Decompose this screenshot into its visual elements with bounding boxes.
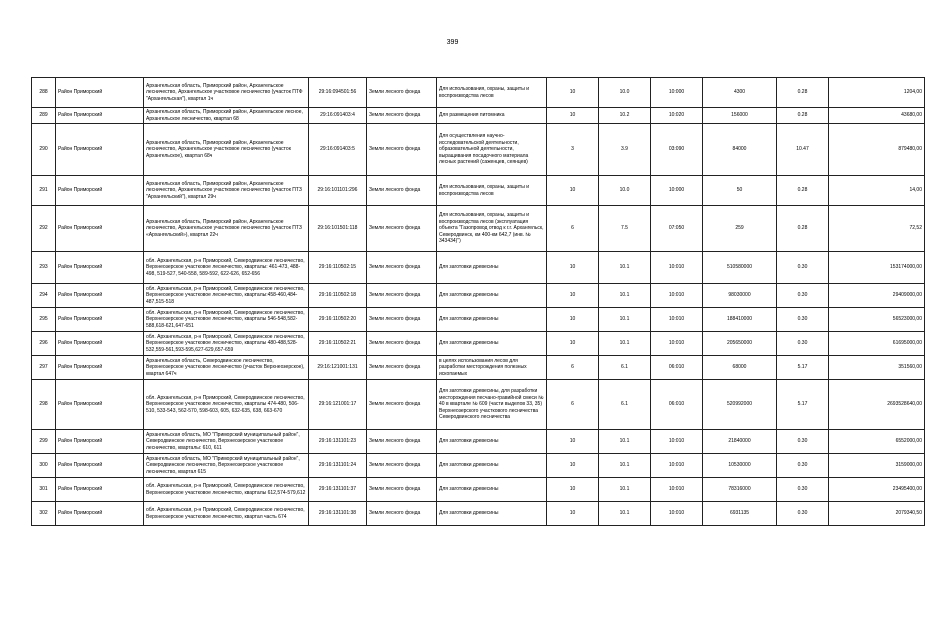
land-category-cell: Земли лесного фонда (367, 332, 437, 356)
use-subgroup-cell: 10.1 (599, 252, 651, 284)
cadastral-number-cell: 29:16:110502:20 (309, 308, 367, 332)
district-cell: Район Приморский (56, 252, 144, 284)
district-cell: Район Приморский (56, 176, 144, 206)
cadastral-number-cell: 29:16:131101:37 (309, 478, 367, 502)
area-cell: 259 (703, 206, 777, 252)
cadastral-number-cell: 29:16:121001:131 (309, 356, 367, 380)
rate-cell: 0.28 (777, 206, 829, 252)
rate-cell: 10.47 (777, 124, 829, 176)
area-cell: 156000 (703, 108, 777, 124)
use-code-cell: 10:010 (651, 284, 703, 308)
area-cell: 21840000 (703, 430, 777, 454)
address-cell: Архангельская область, МО "Приморский муниципальный район", Северодвинское лесничество, Верхнеозерское участковое лесничество, кварталы: 610, 611 (144, 430, 309, 454)
use-code-cell: 10:010 (651, 430, 703, 454)
address-cell: Архангельская область, Приморский район, Архангельское лесничество, Архангельское участковое лесничество (участок Архангельское), квартал 68ч (144, 124, 309, 176)
use-code-cell: 06:010 (651, 380, 703, 430)
use-code-cell: 10:010 (651, 308, 703, 332)
rate-cell: 5.17 (777, 380, 829, 430)
address-cell: Архангельская область, Северодвинское лесничество, Верхнеозерское участковое лесничество (участок Верхнеозерское), квартал 647ч (144, 356, 309, 380)
table-row (32, 124, 925, 176)
district-cell: Район Приморский (56, 284, 144, 308)
table-row (32, 454, 925, 478)
use-code-cell: 10:000 (651, 78, 703, 108)
use-group-cell: 10 (547, 430, 599, 454)
area-cell: 510580000 (703, 252, 777, 284)
table-row (32, 380, 925, 430)
row-number-cell: 297 (32, 356, 56, 380)
land-category-cell: Земли лесного фонда (367, 502, 437, 526)
use-subgroup-cell: 10.1 (599, 284, 651, 308)
cadastral-number-cell: 29:16:110502:21 (309, 332, 367, 356)
use-group-cell: 6 (547, 380, 599, 430)
cadastral-value-cell: 61695000,00 (829, 332, 925, 356)
use-group-cell: 10 (547, 332, 599, 356)
row-number-cell: 296 (32, 332, 56, 356)
row-number-cell: 301 (32, 478, 56, 502)
use-group-cell: 6 (547, 356, 599, 380)
cadastral-value-cell: 43680,00 (829, 108, 925, 124)
cadastral-value-cell: 6552000,00 (829, 430, 925, 454)
permitted-use-cell: Для размещения питомника (437, 108, 547, 124)
permitted-use-cell: Для осуществления научно-исследовательской деятельности, образовательной деятельности, выращивания посадочного материала лесных растений (саженцев, сеянцев) (437, 124, 547, 176)
land-category-cell: Земли лесного фонда (367, 252, 437, 284)
use-code-cell: 10:010 (651, 502, 703, 526)
row-number-cell: 290 (32, 124, 56, 176)
area-cell: 50 (703, 176, 777, 206)
permitted-use-cell: Для заготовки древесины (437, 332, 547, 356)
use-group-cell: 10 (547, 454, 599, 478)
district-cell: Район Приморский (56, 206, 144, 252)
permitted-use-cell: Для использования, охраны, защиты и воспроизводства лесов (437, 176, 547, 206)
use-code-cell: 07:050 (651, 206, 703, 252)
district-cell: Район Приморский (56, 478, 144, 502)
address-cell: обл. Архангельская, р-н Приморский, Северодвинское лесничество, Верхнеозерское участковое лесничество, кварталы:458-460,484-487,515-518 (144, 284, 309, 308)
table-row (32, 332, 925, 356)
rate-cell: 0.30 (777, 284, 829, 308)
permitted-use-cell: Для заготовки древесины (437, 502, 547, 526)
use-subgroup-cell: 10.0 (599, 78, 651, 108)
use-subgroup-cell: 6.1 (599, 380, 651, 430)
rate-cell: 0.30 (777, 332, 829, 356)
cadastral-number-cell: 29:16:131101:23 (309, 430, 367, 454)
table-row (32, 308, 925, 332)
cadastral-value-cell: 23495400,00 (829, 478, 925, 502)
land-registry-table (31, 77, 925, 526)
use-subgroup-cell: 10.1 (599, 454, 651, 478)
district-cell: Район Приморский (56, 308, 144, 332)
address-cell: Архангельская область, Приморский район, Архангельское лесничество, Архангельское участковое лесничество (участок ПТЗ «Архангельский»), квартал 22ч (144, 206, 309, 252)
table-row (32, 478, 925, 502)
address-cell: обл. Архангельская, р-н Приморский, Северодвинское лесничество, Верхнеозерское участковое лесничество, кварталы 474-480, 506-510, 533-543, 562-570, 598-603, 605, 632-635, 638, 663-670 (144, 380, 309, 430)
use-group-cell: 10 (547, 478, 599, 502)
cadastral-value-cell: 1204,00 (829, 78, 925, 108)
cadastral-value-cell: 72,52 (829, 206, 925, 252)
district-cell: Район Приморский (56, 332, 144, 356)
cadastral-value-cell: 14,00 (829, 176, 925, 206)
district-cell: Район Приморский (56, 78, 144, 108)
cadastral-number-cell: 29:16:110502:15 (309, 252, 367, 284)
use-subgroup-cell: 10.1 (599, 430, 651, 454)
area-cell: 188410000 (703, 308, 777, 332)
land-category-cell: Земли лесного фонда (367, 124, 437, 176)
district-cell: Район Приморский (56, 454, 144, 478)
permitted-use-cell: Для заготовки древесины (437, 252, 547, 284)
cadastral-number-cell: 29:16:131101:24 (309, 454, 367, 478)
address-cell: Архангельская область, Приморский район, Архангельское лесничество, Архангельское участковое лесничество (участок ПТЗ "Архангельский"), квартал 29ч (144, 176, 309, 206)
row-number-cell: 291 (32, 176, 56, 206)
use-subgroup-cell: 7.5 (599, 206, 651, 252)
use-group-cell: 10 (547, 308, 599, 332)
rate-cell: 0.30 (777, 308, 829, 332)
table-row (32, 356, 925, 380)
rate-cell: 0.30 (777, 478, 829, 502)
use-subgroup-cell: 10.1 (599, 308, 651, 332)
rate-cell: 0.28 (777, 78, 829, 108)
land-category-cell: Земли лесного фонда (367, 454, 437, 478)
table-row (32, 206, 925, 252)
row-number-cell: 294 (32, 284, 56, 308)
page-number: 399 (446, 39, 459, 46)
permitted-use-cell: Для заготовки древесины, для разработки месторождения песчано-гравийной смеси № 40 в квартале № 609 (части выделов 33, 35) Верхнеозерского участкового лесничества Северодвинского лесничества (437, 380, 547, 430)
cadastral-number-cell: 29:16:091403:5 (309, 124, 367, 176)
cadastral-number-cell: 29:16:101501:118 (309, 206, 367, 252)
district-cell: Район Приморский (56, 108, 144, 124)
rate-cell: 0.30 (777, 430, 829, 454)
land-category-cell: Земли лесного фонда (367, 478, 437, 502)
address-cell: обл. Архангельская, р-н Приморский, Северодвинское лесничество, Верхнеозерское участковое лесничество, кварталы 480-488,528-532,559-561,593-595,627-629,657-659 (144, 332, 309, 356)
address-cell: Архангельская область, Приморский район, Архангельское лесное, Архангельское лесничество, квартал 68 (144, 108, 309, 124)
row-number-cell: 302 (32, 502, 56, 526)
land-category-cell: Земли лесного фонда (367, 108, 437, 124)
cadastral-value-cell: 29409000,00 (829, 284, 925, 308)
land-category-cell: Земли лесного фонда (367, 356, 437, 380)
use-subgroup-cell: 10.2 (599, 108, 651, 124)
use-group-cell: 10 (547, 108, 599, 124)
land-category-cell: Земли лесного фонда (367, 308, 437, 332)
area-cell: 84000 (703, 124, 777, 176)
cadastral-value-cell: 3159000,00 (829, 454, 925, 478)
use-code-cell: 10:010 (651, 252, 703, 284)
use-code-cell: 10:000 (651, 176, 703, 206)
rate-cell: 5.17 (777, 356, 829, 380)
district-cell: Район Приморский (56, 124, 144, 176)
cadastral-value-cell: 351560,00 (829, 356, 925, 380)
use-group-cell: 10 (547, 78, 599, 108)
cadastral-number-cell: 29:16:131101:38 (309, 502, 367, 526)
table-row (32, 252, 925, 284)
rate-cell: 0.28 (777, 108, 829, 124)
use-code-cell: 10:010 (651, 478, 703, 502)
permitted-use-cell: Для использования, охраны, защиты и воспроизводства лесов (437, 78, 547, 108)
use-code-cell: 10:010 (651, 454, 703, 478)
cadastral-number-cell: 29:16:094501:56 (309, 78, 367, 108)
use-subgroup-cell: 6.1 (599, 356, 651, 380)
table-row (32, 430, 925, 454)
district-cell: Район Приморский (56, 430, 144, 454)
land-category-cell: Земли лесного фонда (367, 380, 437, 430)
row-number-cell: 300 (32, 454, 56, 478)
land-category-cell: Земли лесного фонда (367, 78, 437, 108)
row-number-cell: 292 (32, 206, 56, 252)
cadastral-number-cell: 29:16:101101:296 (309, 176, 367, 206)
district-cell: Район Приморский (56, 502, 144, 526)
address-cell: Архангельская область, МО "Приморский муниципальный район", Северодвинское лесничество, Верхнеозерское участковое лесничество, квартал 615 (144, 454, 309, 478)
cadastral-number-cell: 29:16:110502:18 (309, 284, 367, 308)
table-row (32, 108, 925, 124)
table-row (32, 78, 925, 108)
row-number-cell: 289 (32, 108, 56, 124)
cadastral-value-cell: 879480,00 (829, 124, 925, 176)
rate-cell: 0.30 (777, 454, 829, 478)
permitted-use-cell: Для заготовки древесины (437, 454, 547, 478)
use-group-cell: 10 (547, 176, 599, 206)
use-code-cell: 03:090 (651, 124, 703, 176)
use-group-cell: 10 (547, 502, 599, 526)
permitted-use-cell: Для использования, охраны, защиты и воспроизводства лесов (эксплуатация объекта "Газопровод отвод к г.г. Архангельск, Северодвинск, км 400-км 642,7 (инв. № 343434)") (437, 206, 547, 252)
cadastral-number-cell: 29:16:121001:17 (309, 380, 367, 430)
address-cell: обл. Архангельская, р-н Приморский, Северодвинское лесничество, Верхнеозерское участковое лесничество, кварталы 612,574-579,612 (144, 478, 309, 502)
area-cell: 10530000 (703, 454, 777, 478)
area-cell: 4300 (703, 78, 777, 108)
permitted-use-cell: Для заготовки древесины (437, 430, 547, 454)
cadastral-value-cell: 2693528640,00 (829, 380, 925, 430)
use-subgroup-cell: 10.1 (599, 478, 651, 502)
area-cell: 6931135 (703, 502, 777, 526)
area-cell: 520992000 (703, 380, 777, 430)
land-category-cell: Земли лесного фонда (367, 284, 437, 308)
address-cell: обл. Архангельская, р-н Приморский, Северодвинское лесничество, Верхнеозерское участковое лесничество, кварталы: 461-473, 488-498, 519-527, 540-558, 589-592, 622-626, 652-656 (144, 252, 309, 284)
cadastral-value-cell: 153174000,00 (829, 252, 925, 284)
permitted-use-cell: Для заготовки древесины (437, 284, 547, 308)
cadastral-number-cell: 29:16:091403:4 (309, 108, 367, 124)
use-code-cell: 10:020 (651, 108, 703, 124)
cadastral-value-cell: 2079340,50 (829, 502, 925, 526)
use-group-cell: 6 (547, 206, 599, 252)
address-cell: обл. Архангельская, р-н Приморский, Северодвинское лесничество, Верхнеозерское участковое лесничество, кварталы 546-548,582-588,618-621,647-651 (144, 308, 309, 332)
permitted-use-cell: Для заготовки древесины (437, 478, 547, 502)
district-cell: Район Приморский (56, 380, 144, 430)
land-category-cell: Земли лесного фонда (367, 176, 437, 206)
area-cell: 205650000 (703, 332, 777, 356)
row-number-cell: 298 (32, 380, 56, 430)
area-cell: 98030000 (703, 284, 777, 308)
cadastral-value-cell: 56523000,00 (829, 308, 925, 332)
rate-cell: 0.30 (777, 252, 829, 284)
rate-cell: 0.28 (777, 176, 829, 206)
table-row (32, 284, 925, 308)
use-code-cell: 06:010 (651, 356, 703, 380)
row-number-cell: 293 (32, 252, 56, 284)
row-number-cell: 288 (32, 78, 56, 108)
permitted-use-cell: в целях использования лесов для разработки месторождения полезных ископаемых (437, 356, 547, 380)
permitted-use-cell: Для заготовки древесины (437, 308, 547, 332)
use-code-cell: 10:010 (651, 332, 703, 356)
land-category-cell: Земли лесного фонда (367, 430, 437, 454)
use-subgroup-cell: 10.1 (599, 332, 651, 356)
area-cell: 78316000 (703, 478, 777, 502)
use-subgroup-cell: 10.0 (599, 176, 651, 206)
use-subgroup-cell: 3.9 (599, 124, 651, 176)
table-row (32, 502, 925, 526)
rate-cell: 0.30 (777, 502, 829, 526)
address-cell: Архангельская область, Приморский район, Архангельское лесничество, Архангельское участковое лесничество (участок ПТФ "Архангельская"), квартал 1ч (144, 78, 309, 108)
land-category-cell: Земли лесного фонда (367, 206, 437, 252)
row-number-cell: 295 (32, 308, 56, 332)
use-subgroup-cell: 10.1 (599, 502, 651, 526)
address-cell: обл. Архангельская, р-н Приморский, Северодвинское лесничество, Верхнеозерское участковое лесничество, квартал часть 674 (144, 502, 309, 526)
row-number-cell: 299 (32, 430, 56, 454)
table-row (32, 176, 925, 206)
use-group-cell: 10 (547, 252, 599, 284)
district-cell: Район Приморский (56, 356, 144, 380)
use-group-cell: 10 (547, 284, 599, 308)
area-cell: 68000 (703, 356, 777, 380)
use-group-cell: 3 (547, 124, 599, 176)
